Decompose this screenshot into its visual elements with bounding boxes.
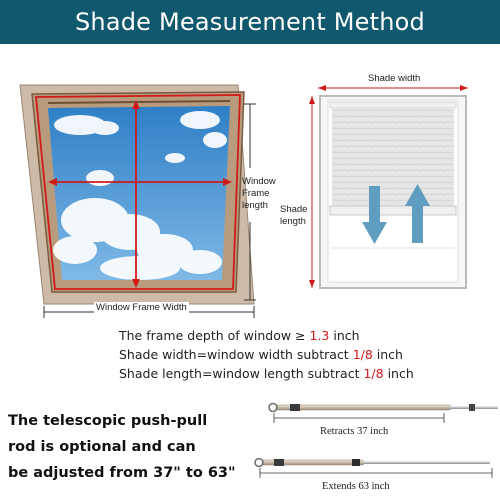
shade-diagram (309, 85, 468, 288)
shade-length-label-line1: Shade (280, 204, 308, 215)
rod-note-line1: The telescopic push-pull (8, 413, 208, 429)
cellular-shade-fabric (332, 108, 454, 208)
spec-shade-length-value: 1/8 (363, 366, 384, 381)
spec-frame-depth-unit: inch (329, 328, 360, 343)
frame-width-label: Window Frame Width (96, 302, 187, 313)
page-title: Shade Measurement Method (75, 8, 425, 36)
rod-retracted (269, 404, 498, 424)
spec-shade-width-text: Shade width=window width subtract (119, 347, 353, 362)
retracts-label: Retracts 37 inch (320, 426, 389, 437)
spec-frame-depth-value: 1.3 (309, 328, 330, 343)
frame-length-label-line1: Window (242, 176, 276, 187)
frame-length-label-line3: length (242, 200, 268, 211)
extends-label: Extends 63 inch (322, 481, 390, 492)
rod-note-line2: rod is optional and can (8, 439, 196, 455)
shade-length-label (280, 204, 307, 228)
spec-shade-length (119, 366, 414, 381)
spec-shade-length-text: Shade length=window length subtract (119, 366, 364, 381)
spec-frame-depth (119, 328, 360, 343)
shade-length-label-line2: length (280, 216, 306, 227)
rod-extended (255, 459, 492, 479)
rod-note-line3: be adjusted from 37" to 63" (8, 465, 236, 481)
spec-shade-width (119, 347, 403, 362)
spec-frame-depth-text: The frame depth of window ≥ (119, 328, 310, 343)
frame-length-label-line2: Frame (242, 188, 270, 199)
skylight-window (20, 85, 254, 304)
spec-shade-length-unit: inch (383, 366, 414, 381)
spec-shade-width-unit: inch (372, 347, 403, 362)
rod-note (8, 408, 248, 486)
spec-shade-width-value: 1/8 (352, 347, 373, 362)
shade-width-label: Shade width (368, 73, 421, 84)
